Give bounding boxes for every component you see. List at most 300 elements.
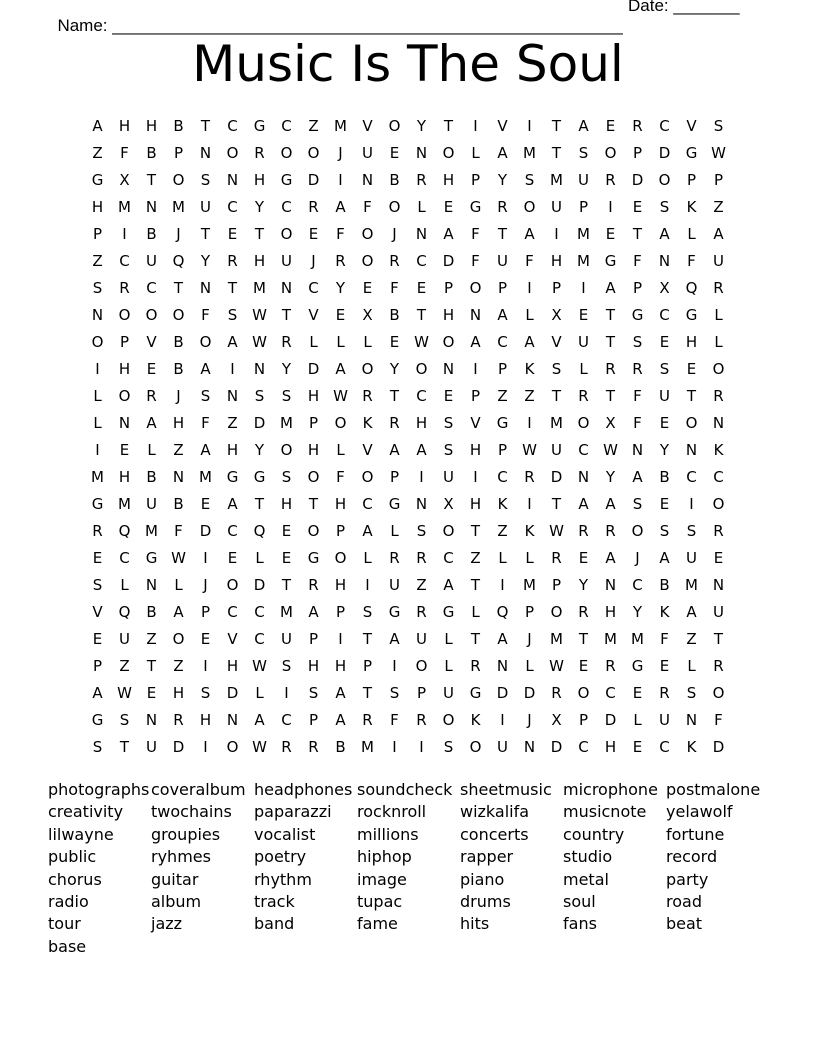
grid-letter[interactable]: D bbox=[496, 683, 509, 702]
grid-letter[interactable]: N bbox=[712, 575, 725, 594]
grid-letter[interactable]: T bbox=[551, 116, 562, 135]
grid-letter[interactable]: Q bbox=[118, 521, 131, 540]
grid-letter[interactable]: H bbox=[604, 737, 617, 756]
grid-letter[interactable]: E bbox=[227, 224, 238, 243]
grid-letter[interactable]: C bbox=[227, 602, 238, 621]
grid-letter[interactable]: B bbox=[146, 224, 157, 243]
grid-letter[interactable]: W bbox=[252, 737, 267, 756]
grid-letter[interactable]: S bbox=[119, 710, 130, 729]
grid-letter[interactable]: N bbox=[91, 305, 104, 324]
grid-letter[interactable]: C bbox=[578, 440, 589, 459]
grid-letter[interactable]: C bbox=[227, 116, 238, 135]
grid-letter[interactable]: O bbox=[550, 602, 563, 621]
grid-letter[interactable]: L bbox=[498, 548, 507, 567]
grid-letter[interactable]: T bbox=[254, 224, 265, 243]
grid-letter[interactable]: E bbox=[92, 548, 103, 567]
grid-letter[interactable]: S bbox=[254, 386, 265, 405]
grid-letter[interactable]: L bbox=[687, 656, 696, 675]
grid-letter[interactable]: A bbox=[200, 440, 211, 459]
grid-letter[interactable]: P bbox=[308, 710, 319, 729]
grid-letter[interactable]: Q bbox=[118, 602, 131, 621]
grid-letter[interactable]: P bbox=[92, 224, 103, 243]
grid-letter[interactable]: I bbox=[554, 224, 559, 243]
grid-letter[interactable]: Y bbox=[254, 440, 265, 459]
grid-letter[interactable]: T bbox=[551, 386, 562, 405]
grid-letter[interactable]: B bbox=[146, 467, 157, 486]
grid-letter[interactable]: U bbox=[362, 143, 373, 162]
grid-letter[interactable]: M bbox=[199, 467, 212, 486]
grid-letter[interactable]: D bbox=[604, 710, 617, 729]
grid-letter[interactable]: S bbox=[200, 386, 211, 405]
grid-letter[interactable]: E bbox=[389, 332, 400, 351]
grid-letter[interactable]: H bbox=[334, 656, 347, 675]
grid-letter[interactable]: K bbox=[686, 737, 697, 756]
grid-letter[interactable]: T bbox=[281, 305, 292, 324]
grid-letter[interactable]: M bbox=[91, 467, 104, 486]
grid-letter[interactable]: N bbox=[658, 251, 671, 270]
grid-letter[interactable]: T bbox=[227, 278, 238, 297]
grid-letter[interactable]: F bbox=[120, 143, 129, 162]
grid-letter[interactable]: R bbox=[578, 521, 589, 540]
grid-letter[interactable]: M bbox=[334, 116, 347, 135]
grid-letter[interactable]: H bbox=[442, 170, 455, 189]
grid-letter[interactable]: A bbox=[605, 548, 616, 567]
grid-letter[interactable]: S bbox=[281, 467, 292, 486]
grid-letter[interactable]: O bbox=[145, 305, 158, 324]
grid-letter[interactable]: I bbox=[122, 224, 127, 243]
grid-letter[interactable]: E bbox=[200, 629, 211, 648]
grid-letter[interactable]: I bbox=[419, 467, 424, 486]
grid-letter[interactable]: T bbox=[416, 305, 427, 324]
grid-letter[interactable]: A bbox=[605, 278, 616, 297]
grid-letter[interactable]: N bbox=[118, 413, 131, 432]
grid-letter[interactable]: L bbox=[417, 197, 426, 216]
grid-letter[interactable]: I bbox=[203, 656, 208, 675]
grid-letter[interactable]: Y bbox=[254, 197, 265, 216]
grid-letter[interactable]: R bbox=[578, 602, 589, 621]
grid-letter[interactable]: M bbox=[253, 278, 266, 297]
grid-letter[interactable]: B bbox=[659, 575, 670, 594]
grid-letter[interactable]: F bbox=[633, 386, 642, 405]
grid-letter[interactable]: N bbox=[523, 737, 536, 756]
grid-letter[interactable]: I bbox=[527, 494, 532, 513]
grid-letter[interactable]: Z bbox=[713, 197, 724, 216]
grid-letter[interactable]: N bbox=[685, 710, 698, 729]
grid-letter[interactable]: D bbox=[631, 170, 644, 189]
grid-letter[interactable]: D bbox=[172, 737, 185, 756]
grid-letter[interactable]: L bbox=[336, 440, 345, 459]
grid-letter[interactable]: W bbox=[549, 656, 564, 675]
grid-letter[interactable]: Y bbox=[389, 359, 400, 378]
grid-letter[interactable]: M bbox=[361, 737, 374, 756]
grid-letter[interactable]: O bbox=[361, 224, 374, 243]
grid-letter[interactable]: A bbox=[632, 467, 643, 486]
grid-letter[interactable]: D bbox=[550, 467, 563, 486]
grid-letter[interactable]: S bbox=[416, 521, 427, 540]
grid-letter[interactable]: S bbox=[686, 683, 697, 702]
grid-letter[interactable]: H bbox=[685, 332, 698, 351]
grid-letter[interactable]: J bbox=[392, 224, 397, 243]
grid-letter[interactable]: L bbox=[174, 575, 183, 594]
grid-letter[interactable]: F bbox=[687, 251, 696, 270]
grid-letter[interactable]: Q bbox=[496, 602, 509, 621]
grid-letter[interactable]: O bbox=[712, 359, 725, 378]
grid-letter[interactable]: U bbox=[551, 440, 562, 459]
grid-letter[interactable]: P bbox=[173, 143, 184, 162]
grid-letter[interactable]: I bbox=[581, 278, 586, 297]
grid-letter[interactable]: M bbox=[577, 251, 590, 270]
grid-letter[interactable]: W bbox=[252, 656, 267, 675]
grid-letter[interactable]: A bbox=[146, 413, 157, 432]
grid-letter[interactable]: I bbox=[284, 683, 289, 702]
grid-letter[interactable]: G bbox=[280, 170, 293, 189]
grid-letter[interactable]: N bbox=[145, 710, 158, 729]
grid-letter[interactable]: I bbox=[527, 116, 532, 135]
grid-letter[interactable]: Z bbox=[173, 440, 184, 459]
grid-letter[interactable]: E bbox=[578, 305, 589, 324]
grid-letter[interactable]: A bbox=[227, 494, 238, 513]
grid-letter[interactable]: L bbox=[390, 521, 399, 540]
grid-letter[interactable]: P bbox=[497, 278, 508, 297]
grid-letter[interactable]: H bbox=[334, 494, 347, 513]
grid-letter[interactable]: L bbox=[687, 224, 696, 243]
grid-letter[interactable]: G bbox=[469, 197, 482, 216]
grid-letter[interactable]: N bbox=[442, 359, 455, 378]
grid-letter[interactable]: T bbox=[146, 656, 157, 675]
grid-letter[interactable]: H bbox=[172, 413, 185, 432]
grid-letter[interactable]: R bbox=[281, 332, 292, 351]
grid-letter[interactable]: R bbox=[659, 683, 670, 702]
grid-letter[interactable]: S bbox=[578, 143, 589, 162]
grid-letter[interactable]: P bbox=[497, 440, 508, 459]
grid-letter[interactable]: R bbox=[227, 251, 238, 270]
grid-letter[interactable]: P bbox=[443, 278, 454, 297]
grid-letter[interactable]: C bbox=[497, 332, 508, 351]
grid-letter[interactable]: E bbox=[713, 548, 724, 567]
grid-letter[interactable]: S bbox=[713, 116, 724, 135]
grid-letter[interactable]: T bbox=[254, 494, 265, 513]
grid-letter[interactable]: A bbox=[416, 440, 427, 459]
grid-letter[interactable]: L bbox=[93, 413, 102, 432]
grid-letter[interactable]: W bbox=[171, 548, 186, 567]
grid-letter[interactable]: P bbox=[308, 629, 319, 648]
grid-letter[interactable]: T bbox=[470, 629, 481, 648]
grid-letter[interactable]: N bbox=[415, 494, 428, 513]
grid-letter[interactable]: R bbox=[713, 278, 724, 297]
grid-letter[interactable]: L bbox=[714, 305, 723, 324]
grid-letter[interactable]: A bbox=[443, 224, 454, 243]
grid-letter[interactable]: U bbox=[686, 548, 697, 567]
grid-letter[interactable]: O bbox=[307, 143, 320, 162]
grid-letter[interactable]: T bbox=[713, 629, 724, 648]
grid-letter[interactable]: O bbox=[361, 251, 374, 270]
grid-letter[interactable]: U bbox=[443, 467, 454, 486]
grid-letter[interactable]: U bbox=[578, 170, 589, 189]
grid-letter[interactable]: E bbox=[578, 548, 589, 567]
grid-letter[interactable]: S bbox=[227, 305, 238, 324]
grid-letter[interactable]: S bbox=[389, 683, 400, 702]
grid-letter[interactable]: L bbox=[336, 332, 345, 351]
grid-letter[interactable]: U bbox=[146, 494, 157, 513]
grid-letter[interactable]: R bbox=[605, 521, 616, 540]
grid-letter[interactable]: P bbox=[551, 575, 562, 594]
grid-letter[interactable]: O bbox=[415, 656, 428, 675]
grid-letter[interactable]: R bbox=[308, 197, 319, 216]
grid-letter[interactable]: T bbox=[281, 575, 292, 594]
grid-letter[interactable]: F bbox=[390, 710, 399, 729]
grid-letter[interactable]: A bbox=[443, 575, 454, 594]
grid-letter[interactable]: I bbox=[473, 116, 478, 135]
grid-letter[interactable]: C bbox=[362, 494, 373, 513]
grid-letter[interactable]: I bbox=[608, 197, 613, 216]
grid-letter[interactable]: Y bbox=[497, 170, 508, 189]
grid-letter[interactable]: P bbox=[632, 143, 643, 162]
grid-letter[interactable]: O bbox=[442, 521, 455, 540]
grid-letter[interactable]: A bbox=[605, 494, 616, 513]
grid-letter[interactable]: T bbox=[578, 629, 589, 648]
grid-letter[interactable]: M bbox=[145, 521, 158, 540]
grid-letter[interactable]: M bbox=[685, 575, 698, 594]
grid-letter[interactable]: R bbox=[497, 197, 508, 216]
grid-letter[interactable]: L bbox=[714, 332, 723, 351]
grid-letter[interactable]: U bbox=[578, 332, 589, 351]
grid-letter[interactable]: P bbox=[686, 170, 697, 189]
grid-letter[interactable]: P bbox=[578, 197, 589, 216]
grid-letter[interactable]: R bbox=[713, 656, 724, 675]
grid-letter[interactable]: N bbox=[685, 440, 698, 459]
grid-letter[interactable]: E bbox=[362, 278, 373, 297]
grid-letter[interactable]: F bbox=[174, 521, 183, 540]
grid-letter[interactable]: W bbox=[252, 332, 267, 351]
grid-letter[interactable]: R bbox=[362, 386, 373, 405]
grid-letter[interactable]: G bbox=[496, 413, 509, 432]
grid-letter[interactable]: D bbox=[523, 683, 536, 702]
grid-letter[interactable]: O bbox=[469, 737, 482, 756]
grid-letter[interactable]: E bbox=[605, 116, 616, 135]
grid-letter[interactable]: A bbox=[497, 629, 508, 648]
grid-letter[interactable]: V bbox=[92, 602, 103, 621]
grid-letter[interactable]: H bbox=[91, 197, 104, 216]
grid-letter[interactable]: T bbox=[470, 521, 481, 540]
grid-letter[interactable]: O bbox=[415, 359, 428, 378]
grid-letter[interactable]: I bbox=[203, 737, 208, 756]
grid-letter[interactable]: R bbox=[632, 359, 643, 378]
grid-letter[interactable]: L bbox=[309, 332, 318, 351]
grid-letter[interactable]: L bbox=[525, 548, 534, 567]
grid-letter[interactable]: S bbox=[200, 683, 211, 702]
grid-letter[interactable]: W bbox=[252, 305, 267, 324]
grid-letter[interactable]: O bbox=[280, 440, 293, 459]
grid-letter[interactable]: N bbox=[415, 224, 428, 243]
grid-letter[interactable]: O bbox=[280, 143, 293, 162]
grid-letter[interactable]: W bbox=[711, 143, 726, 162]
grid-letter[interactable]: H bbox=[145, 116, 158, 135]
grid-letter[interactable]: N bbox=[604, 575, 617, 594]
grid-letter[interactable]: I bbox=[689, 494, 694, 513]
grid-letter[interactable]: B bbox=[146, 602, 157, 621]
grid-letter[interactable]: T bbox=[605, 332, 616, 351]
grid-letter[interactable]: O bbox=[631, 521, 644, 540]
grid-letter[interactable]: Y bbox=[200, 251, 211, 270]
grid-letter[interactable]: C bbox=[605, 683, 616, 702]
grid-letter[interactable]: S bbox=[443, 440, 454, 459]
grid-letter[interactable]: A bbox=[308, 602, 319, 621]
grid-letter[interactable]: C bbox=[146, 278, 157, 297]
grid-letter[interactable]: T bbox=[605, 305, 616, 324]
grid-letter[interactable]: C bbox=[119, 548, 130, 567]
grid-letter[interactable]: C bbox=[281, 116, 292, 135]
grid-letter[interactable]: Q bbox=[253, 521, 266, 540]
grid-letter[interactable]: Z bbox=[146, 629, 157, 648]
grid-letter[interactable]: P bbox=[92, 656, 103, 675]
grid-letter[interactable]: R bbox=[605, 170, 616, 189]
grid-letter[interactable]: G bbox=[631, 305, 644, 324]
grid-letter[interactable]: N bbox=[172, 467, 185, 486]
grid-letter[interactable]: H bbox=[253, 251, 266, 270]
grid-letter[interactable]: D bbox=[307, 359, 320, 378]
grid-letter[interactable]: H bbox=[118, 116, 131, 135]
grid-letter[interactable]: B bbox=[173, 332, 184, 351]
grid-letter[interactable]: J bbox=[635, 548, 640, 567]
grid-letter[interactable]: Z bbox=[686, 629, 697, 648]
grid-letter[interactable]: P bbox=[308, 413, 319, 432]
grid-letter[interactable]: O bbox=[172, 170, 185, 189]
grid-letter[interactable]: Y bbox=[578, 575, 589, 594]
grid-letter[interactable]: E bbox=[200, 494, 211, 513]
grid-letter[interactable]: A bbox=[389, 440, 400, 459]
grid-letter[interactable]: C bbox=[308, 278, 319, 297]
grid-letter[interactable]: K bbox=[713, 440, 724, 459]
grid-letter[interactable]: C bbox=[686, 467, 697, 486]
grid-letter[interactable]: P bbox=[470, 170, 481, 189]
grid-letter[interactable]: E bbox=[389, 143, 400, 162]
grid-letter[interactable]: L bbox=[471, 143, 480, 162]
grid-letter[interactable]: E bbox=[632, 737, 643, 756]
grid-letter[interactable]: G bbox=[91, 170, 104, 189]
grid-letter[interactable]: G bbox=[91, 710, 104, 729]
grid-letter[interactable]: N bbox=[226, 710, 239, 729]
grid-letter[interactable]: S bbox=[92, 278, 103, 297]
grid-letter[interactable]: H bbox=[118, 359, 131, 378]
grid-letter[interactable]: O bbox=[442, 332, 455, 351]
grid-letter[interactable]: G bbox=[604, 251, 617, 270]
grid-letter[interactable]: N bbox=[226, 386, 239, 405]
grid-letter[interactable]: R bbox=[578, 386, 589, 405]
grid-letter[interactable]: E bbox=[632, 683, 643, 702]
grid-letter[interactable]: P bbox=[335, 602, 346, 621]
grid-letter[interactable]: L bbox=[120, 575, 129, 594]
grid-letter[interactable]: P bbox=[632, 278, 643, 297]
grid-letter[interactable]: T bbox=[605, 386, 616, 405]
grid-letter[interactable]: P bbox=[497, 359, 508, 378]
grid-letter[interactable]: D bbox=[226, 683, 239, 702]
grid-letter[interactable]: R bbox=[524, 467, 535, 486]
grid-letter[interactable]: I bbox=[95, 359, 100, 378]
grid-letter[interactable]: R bbox=[281, 737, 292, 756]
grid-letter[interactable]: I bbox=[338, 629, 343, 648]
grid-letter[interactable]: U bbox=[200, 197, 211, 216]
grid-letter[interactable]: W bbox=[333, 386, 348, 405]
grid-letter[interactable]: D bbox=[712, 737, 725, 756]
grid-letter[interactable]: P bbox=[335, 521, 346, 540]
grid-letter[interactable]: Z bbox=[173, 656, 184, 675]
grid-letter[interactable]: O bbox=[523, 197, 536, 216]
grid-letter[interactable]: R bbox=[173, 710, 184, 729]
grid-letter[interactable]: N bbox=[280, 278, 293, 297]
grid-letter[interactable]: V bbox=[470, 413, 481, 432]
grid-letter[interactable]: E bbox=[92, 629, 103, 648]
grid-letter[interactable]: N bbox=[361, 170, 374, 189]
grid-letter[interactable]: F bbox=[471, 224, 480, 243]
grid-letter[interactable]: R bbox=[146, 386, 157, 405]
grid-letter[interactable]: E bbox=[308, 224, 319, 243]
grid-letter[interactable]: M bbox=[523, 575, 536, 594]
grid-letter[interactable]: R bbox=[416, 602, 427, 621]
grid-letter[interactable]: G bbox=[253, 467, 266, 486]
grid-letter[interactable]: B bbox=[659, 467, 670, 486]
grid-letter[interactable]: U bbox=[281, 629, 292, 648]
grid-letter[interactable]: C bbox=[497, 467, 508, 486]
grid-letter[interactable]: U bbox=[146, 737, 157, 756]
grid-letter[interactable]: B bbox=[173, 494, 184, 513]
grid-letter[interactable]: T bbox=[146, 170, 157, 189]
grid-letter[interactable]: S bbox=[659, 359, 670, 378]
grid-letter[interactable]: T bbox=[200, 224, 211, 243]
grid-letter[interactable]: R bbox=[335, 251, 346, 270]
grid-letter[interactable]: F bbox=[336, 467, 345, 486]
grid-letter[interactable]: G bbox=[145, 548, 158, 567]
grid-letter[interactable]: A bbox=[335, 359, 346, 378]
grid-letter[interactable]: H bbox=[118, 467, 131, 486]
grid-letter[interactable]: U bbox=[713, 602, 724, 621]
grid-letter[interactable]: R bbox=[605, 656, 616, 675]
grid-letter[interactable]: E bbox=[119, 440, 130, 459]
grid-letter[interactable]: A bbox=[497, 305, 508, 324]
grid-letter[interactable]: L bbox=[525, 656, 534, 675]
grid-letter[interactable]: C bbox=[281, 197, 292, 216]
grid-letter[interactable]: J bbox=[176, 386, 181, 405]
grid-letter[interactable]: J bbox=[527, 710, 532, 729]
grid-letter[interactable]: Q bbox=[172, 251, 185, 270]
grid-letter[interactable]: R bbox=[389, 548, 400, 567]
grid-letter[interactable]: A bbox=[578, 116, 589, 135]
grid-letter[interactable]: G bbox=[685, 305, 698, 324]
grid-letter[interactable]: G bbox=[388, 494, 401, 513]
grid-letter[interactable]: B bbox=[389, 170, 400, 189]
grid-letter[interactable]: X bbox=[443, 494, 454, 513]
grid-letter[interactable]: K bbox=[686, 197, 697, 216]
grid-letter[interactable]: M bbox=[550, 629, 563, 648]
grid-letter[interactable]: N bbox=[145, 197, 158, 216]
grid-letter[interactable]: O bbox=[361, 359, 374, 378]
grid-letter[interactable]: C bbox=[659, 737, 670, 756]
grid-letter[interactable]: X bbox=[119, 170, 130, 189]
grid-letter[interactable]: F bbox=[525, 251, 534, 270]
grid-letter[interactable]: G bbox=[685, 143, 698, 162]
grid-letter[interactable]: O bbox=[604, 143, 617, 162]
grid-letter[interactable]: N bbox=[496, 656, 509, 675]
grid-letter[interactable]: J bbox=[176, 224, 181, 243]
grid-letter[interactable]: O bbox=[199, 332, 212, 351]
grid-letter[interactable]: Z bbox=[92, 251, 103, 270]
grid-letter[interactable]: M bbox=[550, 413, 563, 432]
grid-letter[interactable]: C bbox=[416, 386, 427, 405]
grid-letter[interactable]: T bbox=[119, 737, 130, 756]
grid-letter[interactable]: I bbox=[230, 359, 235, 378]
grid-letter[interactable]: E bbox=[659, 494, 670, 513]
grid-letter[interactable]: R bbox=[308, 737, 319, 756]
grid-letter[interactable]: R bbox=[605, 359, 616, 378]
